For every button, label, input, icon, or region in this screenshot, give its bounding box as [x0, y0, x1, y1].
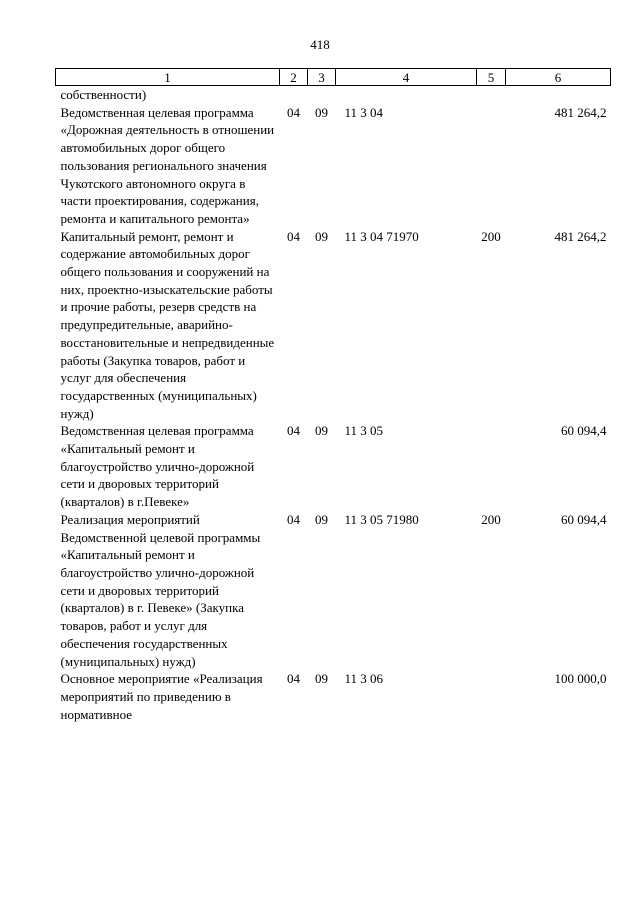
table-row: [56, 228, 611, 423]
row-target-code: 11 3 04: [344, 104, 384, 120]
row-section: 04: [287, 671, 300, 687]
table-row: [56, 670, 611, 723]
row-amount: 60 094,4: [561, 423, 607, 439]
row-subsection: 09: [315, 671, 328, 687]
table-header-row: [56, 69, 611, 86]
row-section: 04: [287, 511, 300, 527]
table-row: [56, 104, 611, 228]
row-amount: 481 264,2: [554, 228, 607, 244]
header-col-2: 2: [280, 69, 308, 86]
row-target-code: 11 3 06: [344, 671, 384, 687]
row-amount: 481 264,2: [554, 104, 607, 120]
row-subsection: 09: [315, 228, 328, 244]
row-section: 04: [287, 423, 300, 439]
continuation-text: собственности): [60, 87, 147, 102]
header-col-1: 1: [56, 69, 280, 86]
table-row: [56, 422, 611, 511]
row-name: Ведомственная целевая программа «Дорожная деятельность в отношении автомобильных дорог общего пользования регионального значения Чукотского автономного округа в части проектирования, содержания, ремонта и капитального ремонта»: [60, 104, 275, 226]
row-amount: 100 000,0: [554, 671, 607, 687]
row-expense-type: 200: [481, 511, 501, 527]
row-subsection: 09: [315, 511, 328, 527]
header-col-6: 6: [506, 69, 611, 86]
row-name: Ведомственная целевая программа «Капитальный ремонт и благоустройство улично-дорожной сети и дворовых территорий (кварталов) в г.Певеке»: [60, 423, 255, 510]
row-subsection: 09: [315, 104, 328, 120]
row-subsection: 09: [315, 423, 328, 439]
row-section: 04: [287, 104, 300, 120]
row-name: Капитальный ремонт, ремонт и содержание автомобильных дорог общего пользования и сооружений на них, проектно-изыскательские работы и прочие работы, резерв средств на предупредительные, аварийно-восстановительные и непредвиденные работы (Закупка товаров, работ и услуг для обеспечения государственных (муниципальных) нужд): [60, 228, 275, 421]
row-expense-type: 200: [481, 228, 501, 244]
header-col-5: 5: [477, 69, 506, 86]
budget-table: [55, 68, 611, 723]
row-amount: 60 094,4: [561, 511, 607, 527]
row-expense-type: [477, 422, 506, 511]
row-name: Основное мероприятие «Реализация мероприятий по приведению в нормативное: [60, 671, 263, 722]
row-expense-type: [477, 104, 506, 228]
row-target-code: 11 3 05: [344, 423, 384, 439]
header-col-3: 3: [308, 69, 336, 86]
header-col-4: 4: [336, 69, 477, 86]
row-name: Реализация мероприятий Ведомственной целевой программы «Капитальный ремонт и благоустройство улично-дорожной сети и дворовых территорий (кварталов) в г. Певеке» (Закупка товаров, работ и услуг для обеспечения государственных (муниципальных) нужд): [60, 511, 261, 669]
continuation-row: [56, 86, 611, 104]
page-number: 418: [310, 37, 330, 52]
row-expense-type: [477, 670, 506, 723]
row-target-code: 11 3 04 71970: [344, 228, 419, 244]
row-section: 04: [287, 228, 300, 244]
table-row: [56, 511, 611, 670]
row-target-code: 11 3 05 71980: [344, 511, 419, 527]
